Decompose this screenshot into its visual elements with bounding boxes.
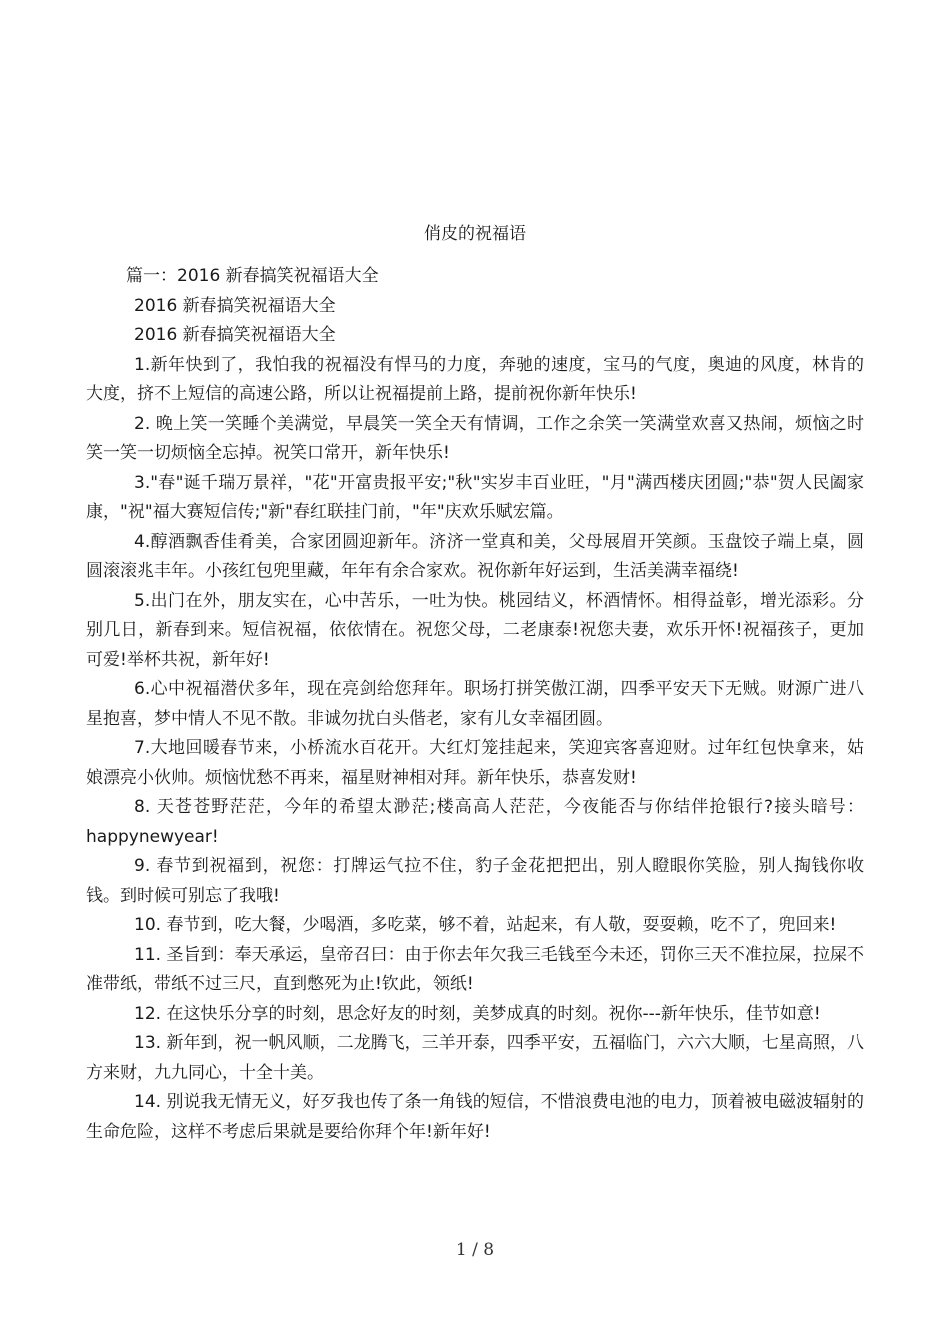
greeting-paragraph: 8. 天苍苍野茫茫，今年的希望太渺茫;楼高高人茫茫，今夜能否与你结伴抢银行?接头暗号：happynewyear!: [86, 797, 864, 847]
document-title: 俏皮的祝福语: [424, 224, 526, 244]
greeting-paragraph: 6.心中祝福潜伏多年，现在亮剑给您拜年。职场打拼笑傲江湖，四季平安天下无贼。财源广进八星抱喜，梦中情人不见不散。非诚勿扰白头偕老，家有儿女幸福团圆。: [86, 679, 864, 729]
document-body: [86, 262, 864, 1147]
subheading: 2016 新春搞笑祝福语大全: [134, 295, 336, 316]
greeting-paragraph: 10. 春节到，吃大餐，少喝酒，多吃菜，够不着，站起来，有人敬，耍耍赖，吃不了，兜回来!: [134, 915, 837, 935]
greeting-paragraph: 12. 在这快乐分享的时刻，思念好友的时刻，美梦成真的时刻。祝你---新年快乐，佳节如意!: [134, 1003, 821, 1024]
greeting-paragraph: 2. 晚上笑一笑睡个美满觉，早晨笑一笑全天有情调，工作之余笑一笑满堂欢喜又热闹，烦恼之时笑一笑一切烦恼全忘掉。祝笑口常开，新年快乐!: [86, 413, 864, 463]
greeting-paragraph: 4.醇酒飘香佳肴美，合家团圆迎新年。济济一堂真和美，父母展眉开笑颜。玉盘饺子端上桌，圆圆滚滚兆丰年。小孩红包兜里藏，年年有余合家欢。祝你新年好运到，生活美满幸福绕!: [86, 531, 864, 581]
greeting-paragraph: 9. 春节到祝福到，祝您：打牌运气拉不住，豹子金花把把出，别人瞪眼你笑脸，别人掏钱你收钱。到时候可别忘了我哦!: [86, 856, 864, 906]
greeting-paragraph: 13. 新年到，祝一帆风顺，二龙腾飞，三羊开泰，四季平安，五福临门，六六大顺，七星高照，八方来财，九九同心，十全十美。: [86, 1033, 864, 1083]
greeting-paragraph: 7.大地回暖春节来，小桥流水百花开。大红灯笼挂起来，笑迎宾客喜迎财。过年红包快拿来，姑娘漂亮小伙帅。烦恼忧愁不再来，福星财神相对拜。新年快乐，恭喜发财!: [86, 738, 864, 788]
subheading: 2016 新春搞笑祝福语大全: [134, 325, 336, 345]
greeting-paragraph: 1.新年快到了，我怕我的祝福没有悍马的力度，奔驰的速度，宝马的气度，奥迪的风度，林肯的大度，挤不上短信的高速公路，所以让祝福提前上路，提前祝你新年快乐!: [86, 354, 864, 404]
greeting-paragraph: 14. 别说我无情无义，好歹我也传了条一角钱的短信，不惜浪费电池的电力，顶着被电磁波辐射的生命危险，这样不考虑后果就是要给你拜个年!新年好!: [86, 1092, 864, 1142]
greeting-paragraph: 5.出门在外，朋友实在，心中苦乐，一吐为快。桃园结义，杯酒情怀。相得益彰，增光添彩。分别几日，新春到来。短信祝福，依依情在。祝您父母，二老康泰!祝您夫妻，欢乐开怀!祝福孩子，更加可爱!举杯共祝，新年好!: [86, 590, 864, 670]
greeting-paragraph: 11. 圣旨到：奉天承运，皇帝召曰：由于你去年欠我三毛钱至今未还，罚你三天不准拉屎，拉屎不准带纸，带纸不过三尺，直到憋死为止!钦此，领纸!: [86, 944, 864, 994]
greeting-paragraph: 3."春"诞千瑞万景祥，"花"开富贵报平安;"秋"实岁丰百业旺，"月"满西楼庆团圆;"恭"贺人民阖家康，"祝"福大赛短信传;"新"春红联挂门前，"年"庆欢乐赋宏篇。: [86, 472, 864, 522]
page-indicator: 1 / 8: [455, 1240, 495, 1260]
section-heading: 篇一：2016 新春搞笑祝福语大全: [126, 266, 379, 286]
